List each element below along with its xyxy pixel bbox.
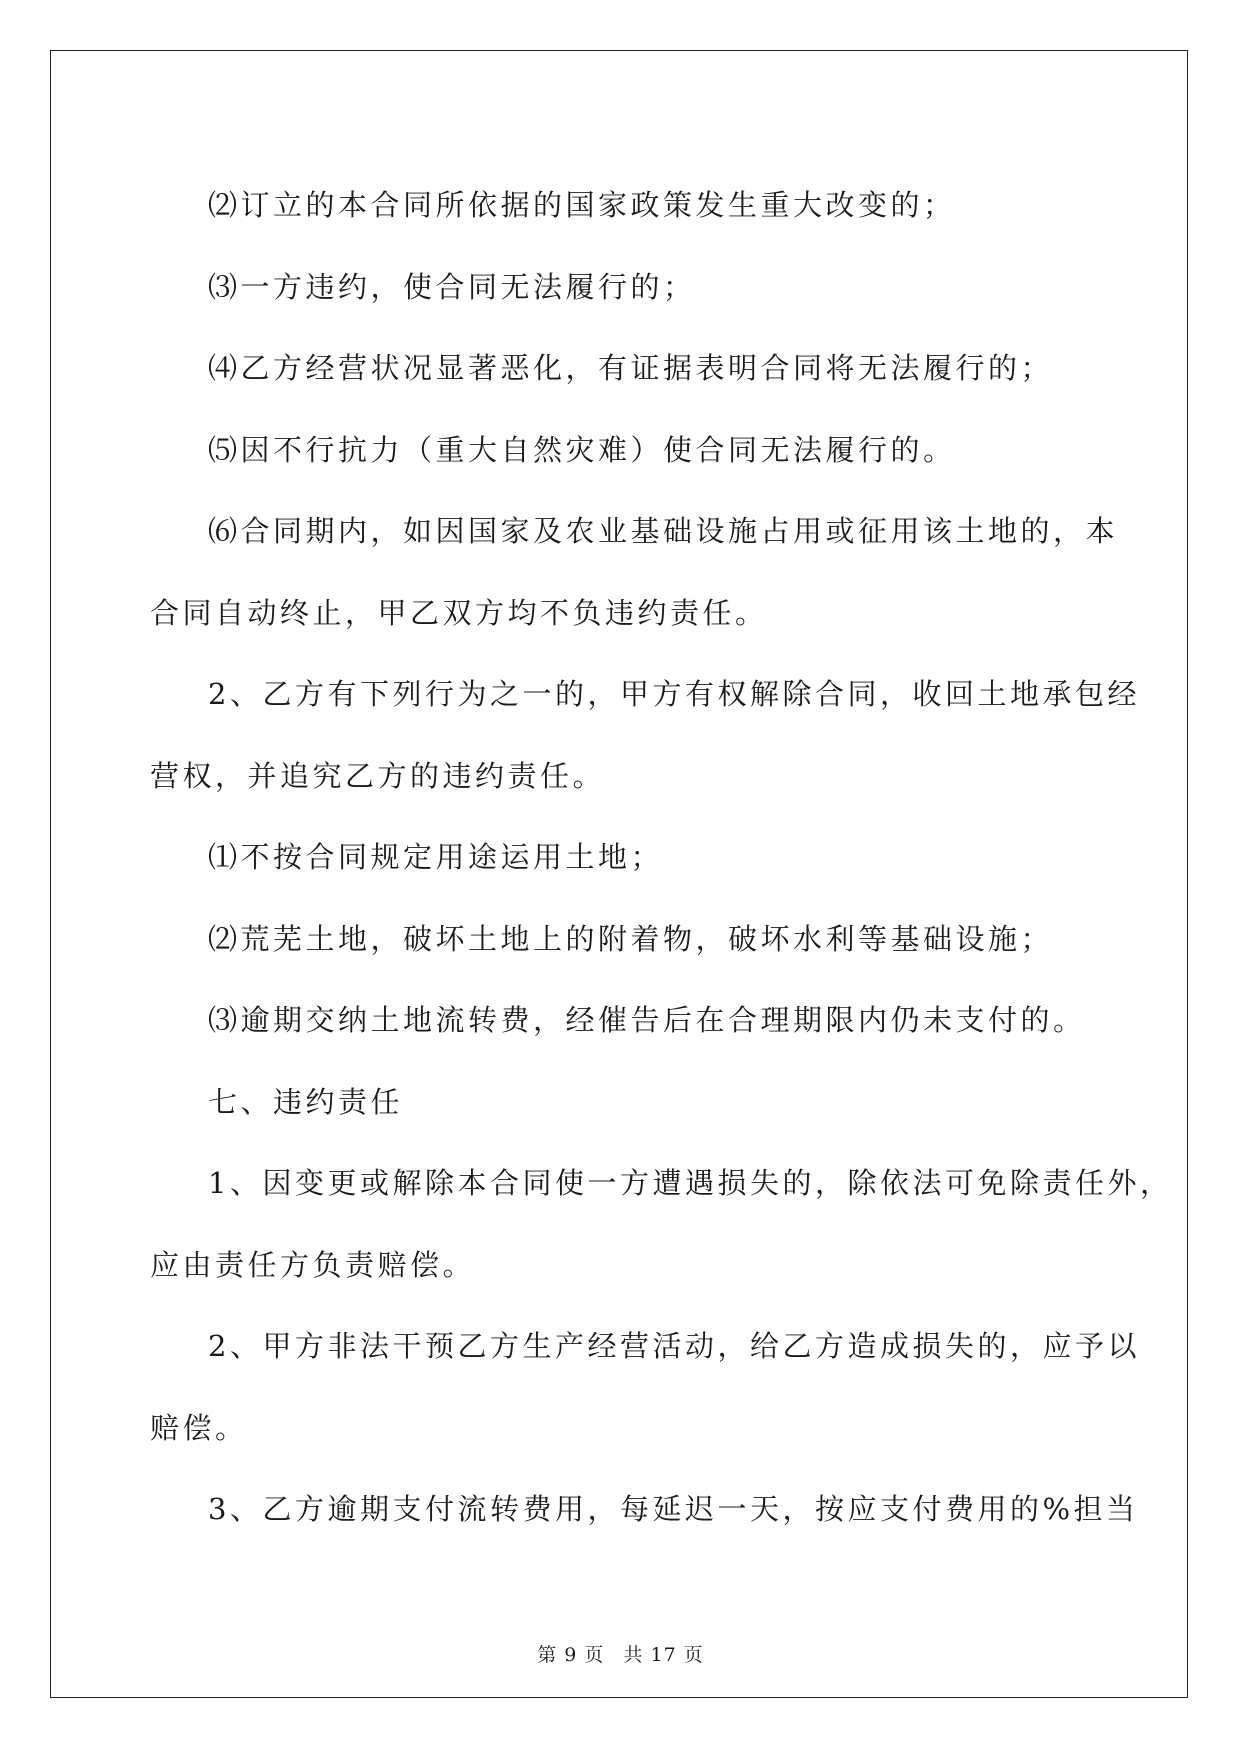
paragraph: ⑶一方违约，使合同无法履行的； bbox=[208, 269, 696, 304]
page-number: 第 9 页 bbox=[537, 1644, 605, 1666]
paragraph: ⑴不按合同规定用途运用土地； bbox=[208, 840, 664, 874]
paragraph: 1、因变更或解除本合同使一方遭遇损失的，除依法可免除责任外， bbox=[208, 1166, 1173, 1200]
paragraph: 七、违约责任 bbox=[208, 1084, 404, 1119]
paragraph: ⑷乙方经营状况显著恶化，有证据表明合同将无法履行的； bbox=[208, 351, 1054, 385]
paragraph-continuation: 应由责任方负责赔偿。 bbox=[150, 1247, 476, 1282]
paragraph: 3、乙方逾期支付流转费用，每延迟一天，按应支付费用的%担当 bbox=[208, 1492, 1139, 1526]
paragraph-continuation: 营权，并追究乙方的违约责任。 bbox=[150, 758, 606, 793]
document-body bbox=[150, 165, 1173, 1551]
page-footer bbox=[0, 1640, 1241, 1667]
paragraph: ⑸因不行抗力（重大自然灾难）使合同无法履行的。 bbox=[208, 432, 956, 467]
paragraph: ⑹合同期内，如因国家及农业基础设施占用或征用该土地的，本 bbox=[208, 514, 1119, 548]
paragraph: ⑶逾期交纳土地流转费，经催告后在合理期限内仍未支付的。 bbox=[208, 1003, 1086, 1037]
paragraph: 2、乙方有下列行为之一的，甲方有权解除合同，收回土地承包经 bbox=[208, 677, 1140, 711]
paragraph: ⑵荒芜土地，破坏土地上的附着物，破坏水利等基础设施； bbox=[208, 921, 1054, 956]
paragraph: 2、甲方非法干预乙方生产经营活动，给乙方造成损失的，应予以 bbox=[208, 1329, 1140, 1363]
total-pages: 共 17 页 bbox=[623, 1644, 704, 1666]
paragraph: ⑵订立的本合同所依据的国家政策发生重大改变的； bbox=[208, 188, 956, 222]
paragraph-continuation: 赔偿。 bbox=[150, 1410, 248, 1445]
paragraph-continuation: 合同自动终止，甲乙双方均不负违约责任。 bbox=[150, 595, 768, 630]
